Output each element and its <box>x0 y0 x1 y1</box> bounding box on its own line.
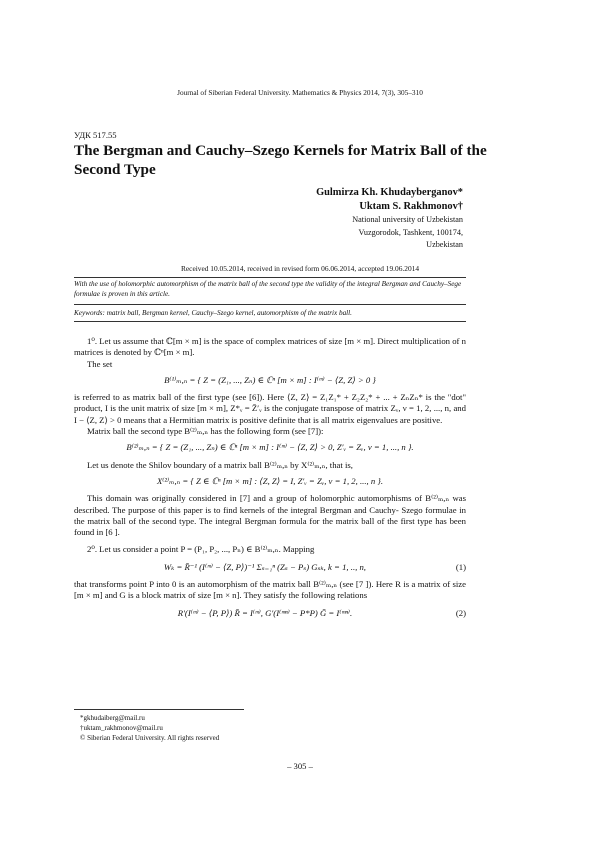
author-1: Gulmirza Kh. Khudayberganov* <box>316 187 463 198</box>
equation-1: Wₖ = R̄⁻¹ (I⁽ᵐ⁾ − ⟨Z, P⟩)⁻¹ Σₛ₌₁ⁿ (Zₛ − Pₛ) Gₛₖ, k = 1, .., n, <box>163 561 366 572</box>
equation-2-row <box>74 608 466 619</box>
footnote-email-1: *gkhudaiberg@mail.ru <box>80 714 145 722</box>
equation-2-number: (2) <box>455 607 466 618</box>
abstract-box <box>74 277 466 322</box>
paragraph-3: is referred to as matrix ball of the first type (see [6]). Here ⟨Z, Z⟩ = Z₁Z₁* + Z₂Z₂* + ... + ZₙZₙ* is the "dot" product, I is the unit matrix of size [m × m], Z*ᵥ = Z̄′ᵥ is the conjugate transpose of matrix Zᵥ, ν = 1, 2, ..., n, and I − ⟨Z, Z⟩ > 0 means that a Hermitian matrix is positive definite that is all matrix eigenvalues are positive. <box>74 392 466 425</box>
paragraph-5: Let us denote the Shilov boundary of a matrix ball B⁽²⁾ₘ,ₙ by X⁽²⁾ₘ,ₙ, that is, <box>87 459 353 470</box>
footnote-email-2: †uktam_rakhmonov@mail.ru <box>80 724 163 732</box>
author-block <box>316 186 463 252</box>
paper-body <box>74 336 466 625</box>
page-number: – 305 – <box>287 761 313 771</box>
affiliation-line-3: Uzbekistan <box>426 240 463 250</box>
footnotes <box>74 709 466 743</box>
keywords <box>74 308 466 318</box>
paragraph-4: Matrix ball the second type B⁽²⁾ₘ,ₙ has the following form (see [7]): <box>87 426 324 437</box>
udk-code: УДК 517.55 <box>74 130 117 140</box>
paper-title: The Bergman and Cauchy–Szego Kernels for Matrix Ball of the Second Type <box>74 142 487 178</box>
equation-x2: X⁽²⁾ₘ,ₙ = { Z ∈ ℂⁿ [m × m] : ⟨Z, Z⟩ = I, Z′ᵥ = Zᵥ, ν = 1, 2, ..., n }. <box>156 475 384 486</box>
equation-2: R′(I⁽ᵐ⁾ − ⟨P, P⟩) R̄ = I⁽ᵐ⁾, G′(I⁽ᵐⁿ⁾ − P*P) Ḡ = I⁽ᵐⁿ⁾. <box>177 607 353 618</box>
keywords-label: Keywords: <box>74 308 105 317</box>
footnote-copyright: © Siberian Federal University. All rights reserved <box>80 734 220 742</box>
paragraph-8: that transforms point P into 0 is an automorphism of the matrix ball B⁽²⁾ₘ,ₙ (see [7 ]). Here R is a matrix of size [m × m] and G is a block matrix of size [m × n]. They satisfy the following relations <box>74 579 466 601</box>
affiliation-line-1: National university of Uzbekistan <box>352 215 463 224</box>
paragraph-7: 2⁰. Let us consider a point P = (P₁, P₂, ..., Pₙ) ∈ B⁽²⁾ₘ,ₙ. Mapping <box>87 544 315 555</box>
equation-b1: B⁽¹⁾ₘ,ₙ = { Z = (Z₁, ..., Zₙ) ∈ ℂⁿ [m × m] : I⁽ᵐ⁾ − ⟨Z, Z⟩ > 0 } <box>164 374 376 385</box>
footnote-rule <box>74 709 244 710</box>
running-header: Journal of Siberian Federal University. Mathematics & Physics 2014, 7(3), 305–310 <box>177 88 423 97</box>
author-2: Uktam S. Rakhmonov† <box>359 201 463 212</box>
received-dates: Received 10.05.2014, received in revised form 06.06.2014, accepted 19.06.2014 <box>180 264 420 273</box>
abstract-text: With the use of holomorphic automorphism of the matrix ball of the second type the validity of the integral Bergman and Cauchy–Sege formulae is proven in this article. <box>74 280 462 299</box>
paragraph-2: The set <box>87 358 113 369</box>
equation-1-row <box>74 562 466 573</box>
keywords-text: matrix ball, Bergman kernel, Cauchy–Szego kernel, automorphism of the matrix ball. <box>106 308 352 317</box>
equation-b2: B⁽²⁾ₘ,ₙ = { Z = (Z₁, ..., Zₙ) ∈ ℂⁿ [m × m] : I⁽ᵐ⁾ − ⟨Z, Z⟩ > 0, Z′ᵥ = Zᵥ, ν = 1, ..., n }. <box>126 442 414 453</box>
equation-1-number: (1) <box>455 561 466 572</box>
paragraph-1: 1⁰. Let us assume that ℂ[m × m] is the space of complex matrices of size [m × m]. Direct multiplication of n matrices is denoted by ℂⁿ[m × m]. <box>74 336 466 358</box>
affiliation-line-2: Vuzgorodok, Tashkent, 100174, <box>358 227 463 237</box>
paragraph-6: This domain was originally considered in [7] and a group of holomorphic automorphisms of B⁽²⁾ₘ,ₙ was described. The purpose of this paper is to find kernels of the integral Bergman and Cauchy- Szego formulae in the matrix ball of the second type. The integral Bergman formula for the matrix ball of the first type has been found in [6 ]. <box>74 493 466 538</box>
abstract-divider <box>74 304 466 305</box>
